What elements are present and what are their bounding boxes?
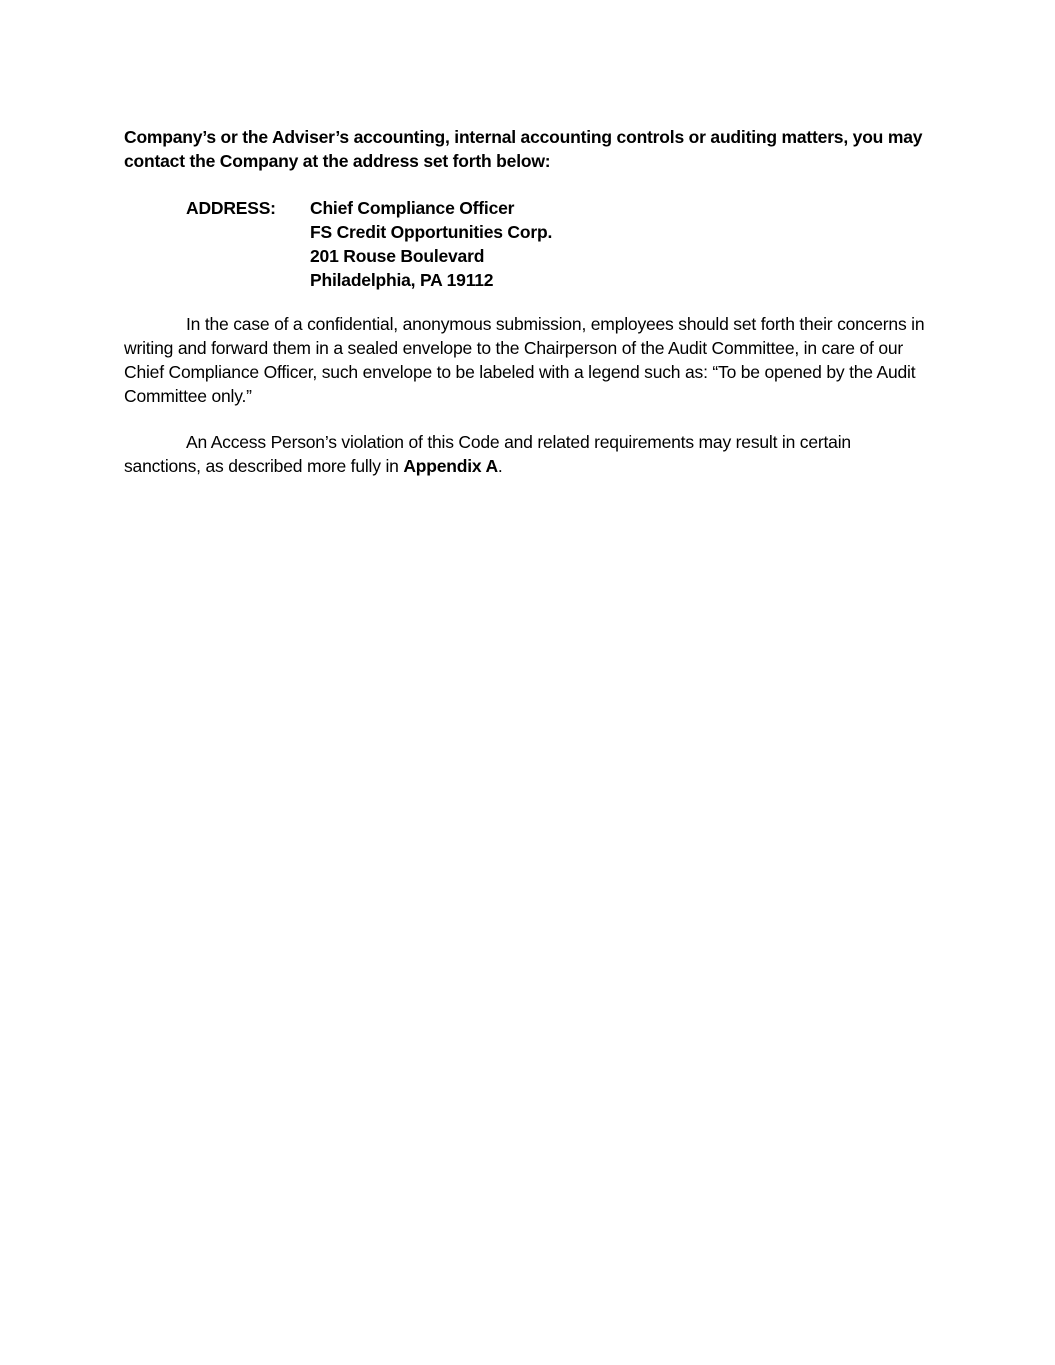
sanctions-text: An Access Person’s violation of this Code and related requirements may result in certain sanctions, as described more fully in bbox=[124, 432, 851, 476]
address-line-city: Philadelphia, PA 19112 bbox=[310, 270, 494, 290]
sanctions-period: . bbox=[497, 456, 503, 476]
address-line-company: FS Credit Opportunities Corp. bbox=[310, 222, 553, 242]
address-lines bbox=[310, 196, 710, 292]
appendix-reference: Appendix A bbox=[403, 456, 498, 476]
confidential-submission-paragraph: In the case of a confidential, anonymous submission, employees should set forth their concerns in writing and forward them in a sealed envelope to the Chairperson of the Audit Committee, in care of our Chief Compliance Officer, such envelope to be labeled with a legend such as: “To be opened by the Audit Committee only.” bbox=[124, 314, 925, 406]
address-line-title: Chief Compliance Officer bbox=[310, 198, 515, 218]
address-line-street: 201 Rouse Boulevard bbox=[310, 246, 485, 266]
address-label: ADDRESS: bbox=[186, 198, 276, 218]
intro-paragraph: Company’s or the Adviser’s accounting, internal accounting controls or auditing matters, you may contact the Company at the address set forth below: bbox=[124, 127, 923, 171]
sanctions-paragraph bbox=[124, 430, 932, 478]
